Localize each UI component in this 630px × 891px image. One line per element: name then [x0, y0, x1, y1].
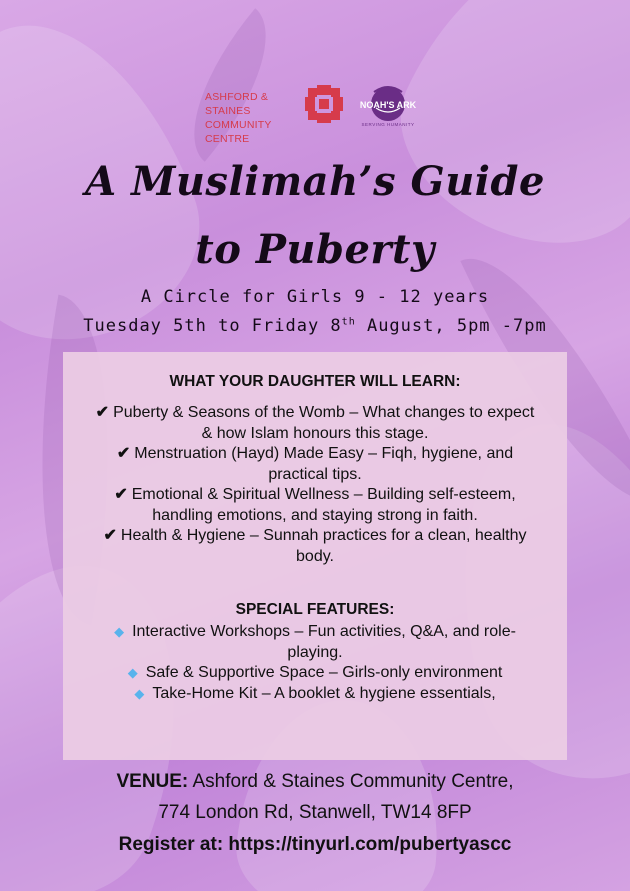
- feature-item-text: Take-Home Kit – A booklet & hygiene essentials,: [152, 684, 496, 702]
- noahs-ark-tagline: SERVING HUMANITY: [361, 122, 415, 127]
- check-icon: ✔: [116, 445, 131, 462]
- learn-item: [89, 444, 541, 485]
- ascc-logo-icon: [303, 83, 345, 125]
- date-superscript: th: [341, 316, 356, 328]
- title-line1: A Muslimah’s Guide: [85, 158, 545, 205]
- learn-item-text: Menstruation (Hayd) Made Easy – Fiqh, hygiene, and practical tips.: [134, 445, 514, 483]
- feature-item: [89, 684, 541, 705]
- venue-label: VENUE:: [116, 771, 189, 792]
- diamond-icon: ◆: [127, 665, 138, 680]
- noahs-ark-name: NOAH'S ARK: [359, 100, 417, 110]
- subtitle-date: [0, 316, 630, 336]
- check-icon: ✔: [103, 527, 117, 544]
- venue-line: [0, 771, 630, 793]
- features-heading: SPECIAL FEATURES:: [235, 601, 395, 618]
- date-suffix: August, 5pm -7pm: [355, 316, 547, 336]
- learn-item-text: Health & Hygiene – Sunnah practices for a clean, healthy body.: [120, 527, 527, 565]
- feature-item: [89, 622, 541, 663]
- feature-item-text: Interactive Workshops – Fun activities, Q&A, and role-playing.: [132, 623, 516, 661]
- learn-item: [89, 485, 541, 526]
- learn-item-text: Emotional & Spiritual Wellness – Building self-esteem, handling emotions, and staying strong in faith.: [131, 486, 516, 524]
- check-icon: ✔: [114, 486, 128, 503]
- date-prefix: Tuesday 5th to Friday 8: [83, 316, 342, 336]
- ascc-logo-line2: COMMUNITY CENTRE: [205, 119, 272, 145]
- check-icon: ✔: [95, 404, 110, 421]
- title-line2: to Puberty: [195, 226, 435, 273]
- learn-item-text: Puberty & Seasons of the Womb – What changes to expect & how Islam honours this stage.: [113, 404, 535, 442]
- learn-item: [89, 526, 541, 567]
- logos-bar: [0, 80, 630, 145]
- diamond-icon: ◆: [114, 624, 125, 639]
- info-card: [63, 352, 567, 760]
- ascc-logo-line1: ASHFORD & STAINES: [205, 91, 269, 117]
- learn-item: [89, 403, 541, 444]
- register-link[interactable]: Register at: https://tinyurl.com/pubertyascc: [118, 834, 512, 855]
- ascc-logo-text: [205, 90, 300, 146]
- subtitle-audience: A Circle for Girls 9 - 12 years: [140, 287, 490, 307]
- features-list: [63, 622, 567, 704]
- learn-list: [63, 403, 567, 567]
- venue-name: Ashford & Staines Community Centre,: [188, 771, 514, 792]
- feature-item: [89, 663, 541, 684]
- feature-item-text: Safe & Supportive Space – Girls-only environment: [145, 664, 503, 681]
- diamond-icon: ◆: [134, 685, 145, 701]
- learn-heading: WHAT YOUR DAUGHTER WILL LEARN:: [169, 373, 461, 390]
- venue-address: 774 London Rd, Stanwell, TW14 8FP: [158, 802, 472, 823]
